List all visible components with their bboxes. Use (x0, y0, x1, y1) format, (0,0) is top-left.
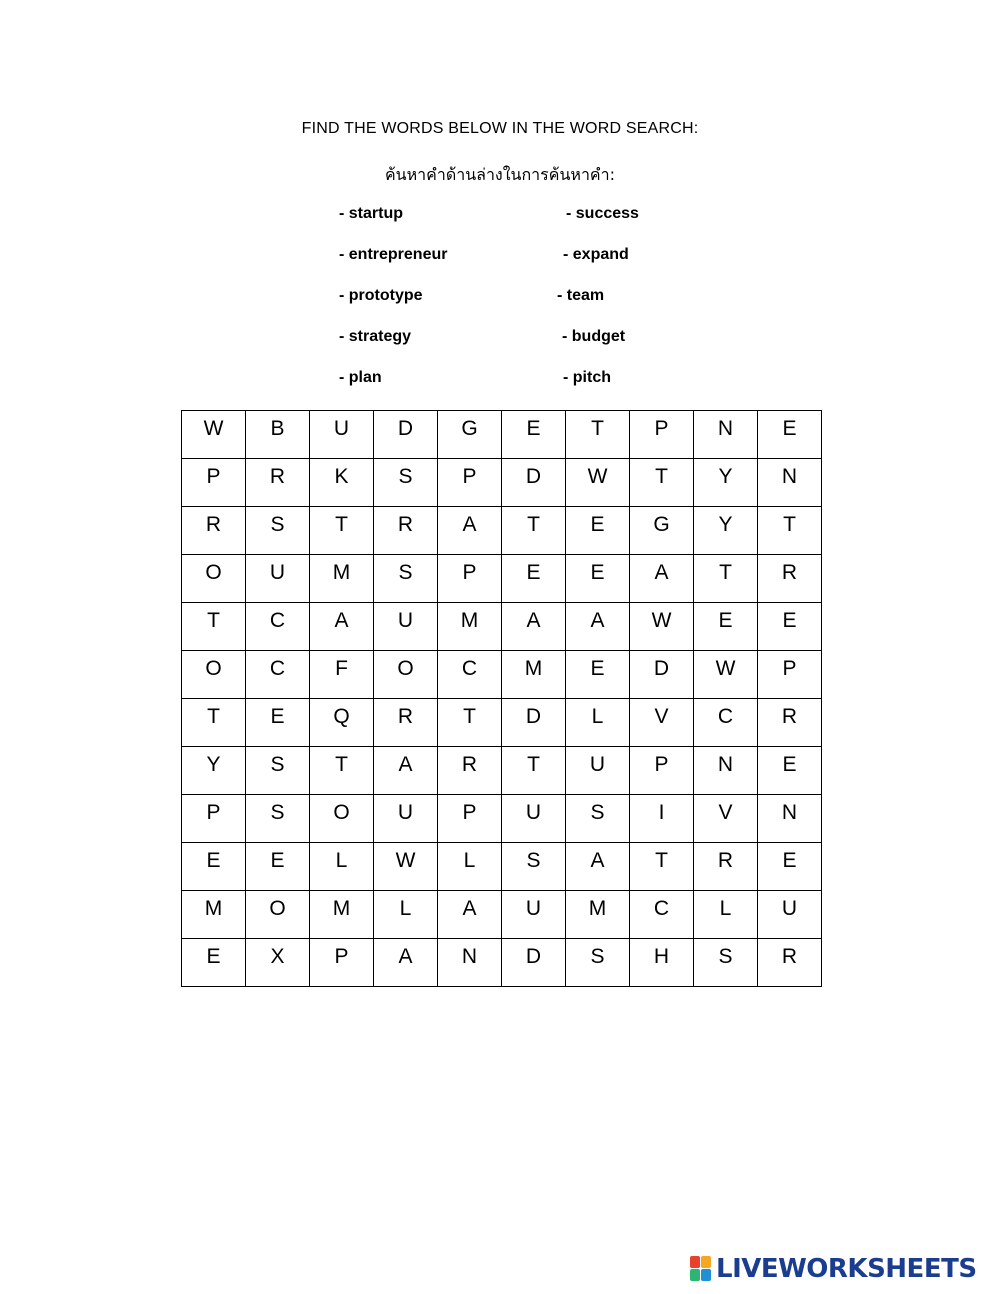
grid-cell: D (502, 459, 566, 507)
grid-cell: R (182, 507, 246, 555)
grid-row (182, 795, 822, 843)
grid-cell: C (630, 891, 694, 939)
grid-cell: P (182, 459, 246, 507)
word-list-item: - expand (563, 246, 629, 263)
grid-cell: G (438, 411, 502, 459)
grid-cell: E (758, 747, 822, 795)
grid-cell: M (310, 891, 374, 939)
grid-row (182, 603, 822, 651)
grid-cell: A (566, 843, 630, 891)
grid-cell: W (182, 411, 246, 459)
page-title: FIND THE WORDS BELOW IN THE WORD SEARCH: (301, 120, 699, 137)
grid-cell: E (758, 411, 822, 459)
grid-cell: E (694, 603, 758, 651)
word-list-item: - success (566, 205, 639, 222)
grid-cell: V (694, 795, 758, 843)
grid-cell: F (310, 651, 374, 699)
grid-cell: W (374, 843, 438, 891)
grid-cell: G (630, 507, 694, 555)
grid-cell: P (630, 747, 694, 795)
grid-cell: U (310, 411, 374, 459)
grid-cell: L (374, 891, 438, 939)
grid-cell: E (566, 507, 630, 555)
grid-cell: A (374, 747, 438, 795)
grid-cell: P (630, 411, 694, 459)
grid-cell: R (374, 507, 438, 555)
grid-cell: R (758, 555, 822, 603)
grid-cell: T (630, 843, 694, 891)
grid-cell: A (310, 603, 374, 651)
grid-cell: L (694, 891, 758, 939)
word-list-item: - startup (339, 205, 403, 222)
grid-cell: U (246, 555, 310, 603)
grid-row (182, 939, 822, 987)
word-list-item: - budget (562, 328, 626, 345)
grid-cell: L (566, 699, 630, 747)
grid-cell: N (694, 411, 758, 459)
grid-cell: O (182, 651, 246, 699)
grid-cell: O (182, 555, 246, 603)
grid-cell: E (566, 651, 630, 699)
grid-cell: T (502, 747, 566, 795)
grid-cell: S (566, 795, 630, 843)
grid-cell: U (374, 603, 438, 651)
logo-text: LIVEWORKSHEETS (716, 1254, 977, 1284)
grid-cell: O (374, 651, 438, 699)
grid-row (182, 843, 822, 891)
grid-cell: T (502, 507, 566, 555)
liveworksheets-logo (690, 1252, 977, 1286)
grid-cell: C (246, 603, 310, 651)
grid-cell: S (246, 795, 310, 843)
grid-cell: E (502, 411, 566, 459)
grid-cell: O (310, 795, 374, 843)
grid-cell: R (758, 939, 822, 987)
grid-row (182, 459, 822, 507)
grid-cell: Q (310, 699, 374, 747)
grid-cell: S (246, 747, 310, 795)
grid-cell: R (694, 843, 758, 891)
grid-cell: T (758, 507, 822, 555)
grid-cell: Y (694, 459, 758, 507)
grid-cell: B (246, 411, 310, 459)
grid-cell: T (310, 747, 374, 795)
word-list-item: - strategy (339, 328, 412, 345)
word-list-item: - pitch (563, 369, 611, 386)
grid-cell: U (374, 795, 438, 843)
grid-cell: A (566, 603, 630, 651)
grid-cell: A (438, 891, 502, 939)
logo-block (701, 1256, 711, 1268)
grid-cell: T (182, 699, 246, 747)
grid-cell: N (758, 795, 822, 843)
grid-cell: C (246, 651, 310, 699)
grid-cell: U (758, 891, 822, 939)
grid-cell: D (630, 651, 694, 699)
grid-cell: A (438, 507, 502, 555)
grid-cell: P (438, 795, 502, 843)
grid-cell: E (182, 939, 246, 987)
logo-block (701, 1269, 711, 1281)
grid-cell: E (182, 843, 246, 891)
grid-cell: U (566, 747, 630, 795)
grid-row (182, 651, 822, 699)
grid-cell: R (438, 747, 502, 795)
grid-cell: T (310, 507, 374, 555)
grid-cell: Y (694, 507, 758, 555)
grid-cell: C (438, 651, 502, 699)
grid-row (182, 507, 822, 555)
grid-row (182, 747, 822, 795)
grid-cell: N (758, 459, 822, 507)
grid-cell: S (694, 939, 758, 987)
grid-cell: T (694, 555, 758, 603)
grid-cell: E (566, 555, 630, 603)
grid-cell: I (630, 795, 694, 843)
grid-row (182, 891, 822, 939)
word-list-item: - entrepreneur (339, 246, 448, 263)
grid-cell: A (502, 603, 566, 651)
grid-cell: D (502, 699, 566, 747)
grid-cell: T (630, 459, 694, 507)
grid-cell: L (310, 843, 374, 891)
grid-cell: M (566, 891, 630, 939)
grid-cell: R (374, 699, 438, 747)
grid-cell: X (246, 939, 310, 987)
page-subtitle: ค้นหาคำด้านล่างในการค้นหาคำ: (384, 165, 616, 184)
grid-cell: U (502, 795, 566, 843)
grid-cell: M (310, 555, 374, 603)
grid-cell: T (566, 411, 630, 459)
logo-block (690, 1256, 700, 1268)
grid-cell: R (246, 459, 310, 507)
liveworksheets-logo-icon (690, 1256, 712, 1282)
grid-cell: W (694, 651, 758, 699)
grid-row (182, 411, 822, 459)
grid-cell: S (246, 507, 310, 555)
grid-row (182, 699, 822, 747)
grid-cell: P (438, 459, 502, 507)
grid-cell: T (182, 603, 246, 651)
grid-cell: S (374, 459, 438, 507)
word-list-item: - plan (339, 369, 382, 386)
grid-cell: L (438, 843, 502, 891)
grid-cell: Y (182, 747, 246, 795)
grid-cell: M (438, 603, 502, 651)
grid-cell: M (182, 891, 246, 939)
grid-cell: E (758, 603, 822, 651)
grid-cell: O (246, 891, 310, 939)
grid-cell: K (310, 459, 374, 507)
word-list-item: - prototype (339, 287, 423, 304)
grid-cell: A (374, 939, 438, 987)
grid-cell: P (310, 939, 374, 987)
grid-cell: A (630, 555, 694, 603)
word-list-item: - team (557, 287, 605, 304)
grid-cell: S (502, 843, 566, 891)
grid-cell: N (438, 939, 502, 987)
word-search-grid (181, 410, 822, 987)
grid-cell: P (758, 651, 822, 699)
grid-cell: S (566, 939, 630, 987)
grid-cell: C (694, 699, 758, 747)
grid-row (182, 555, 822, 603)
grid-cell: E (758, 843, 822, 891)
grid-cell: P (182, 795, 246, 843)
grid-cell: U (502, 891, 566, 939)
grid-cell: D (502, 939, 566, 987)
grid-cell: D (374, 411, 438, 459)
grid-cell: N (694, 747, 758, 795)
grid-cell: W (630, 603, 694, 651)
grid-cell: S (374, 555, 438, 603)
grid-cell: E (502, 555, 566, 603)
grid-cell: V (630, 699, 694, 747)
grid-cell: H (630, 939, 694, 987)
grid-cell: E (246, 699, 310, 747)
grid-cell: M (502, 651, 566, 699)
grid-cell: T (438, 699, 502, 747)
grid-cell: P (438, 555, 502, 603)
grid-cell: E (246, 843, 310, 891)
grid-cell: W (566, 459, 630, 507)
logo-block (690, 1269, 700, 1281)
grid-cell: R (758, 699, 822, 747)
